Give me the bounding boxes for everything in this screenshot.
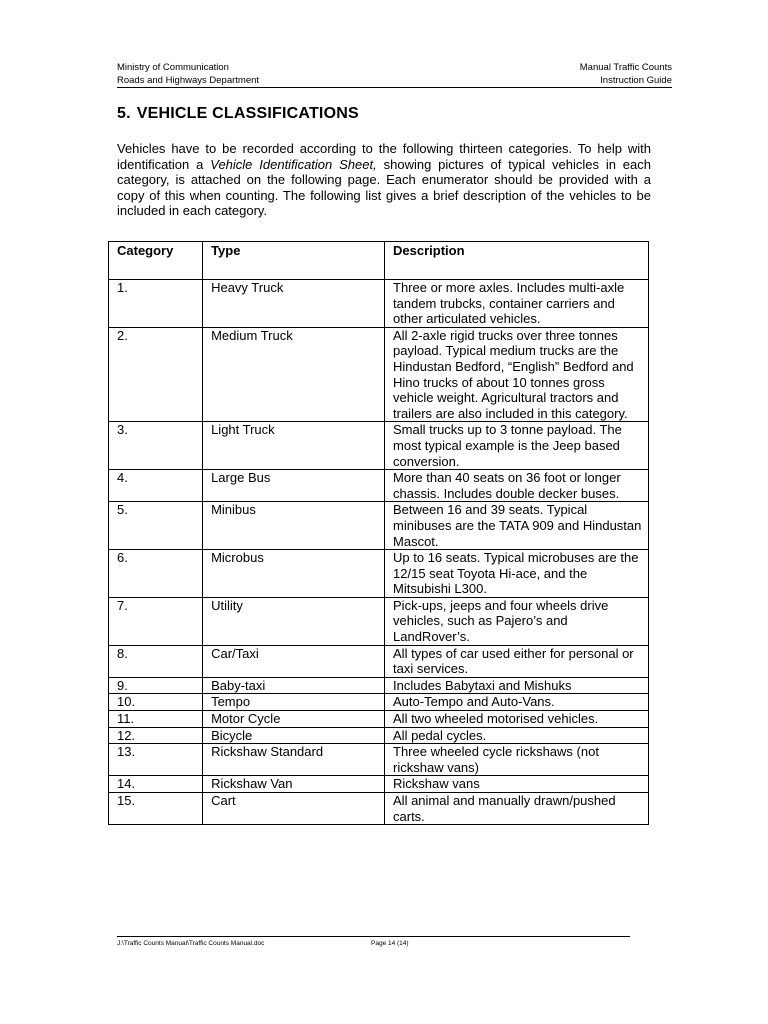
table-row [109,694,649,711]
cell-category: 4. [109,470,203,502]
cell-description: Three or more axles. Includes multi-axle tandem trubcks, container carriers and other articulated vehicles. [385,280,649,328]
cell-type: Bicycle [203,727,385,744]
cell-description: Pick-ups, jeeps and four wheels drive vehicles, such as Pajero’s and LandRover’s. [385,597,649,645]
cell-description: Includes Babytaxi and Mishuks [385,677,649,694]
cell-category: 15. [109,793,203,825]
cell-type: Utility [203,597,385,645]
cell-description: Small trucks up to 3 tonne payload. The most typical example is the Jeep based conversion. [385,422,649,470]
header-manual-title: Manual Traffic Counts [579,62,672,73]
table-row [109,280,649,328]
cell-category: 2. [109,327,203,422]
page-footer [117,936,630,947]
cell-category: 13. [109,744,203,776]
header-guide-type: Instruction Guide [600,75,672,86]
section-title [117,105,359,123]
cell-type: Light Truck [203,422,385,470]
table-row [109,597,649,645]
cell-type: Cart [203,793,385,825]
cell-description: All types of car used either for personal or taxi services. [385,645,649,677]
cell-description: All pedal cycles. [385,727,649,744]
cell-description: Up to 16 seats. Typical microbuses are the 12/15 seat Toyota Hi-ace, and the Mitsubishi L300. [385,550,649,598]
table-row [109,645,649,677]
cell-type: Microbus [203,550,385,598]
cell-category: 9. [109,677,203,694]
footer-page-number: Page 14 (14) [371,940,409,947]
cell-description: Between 16 and 39 seats. Typical minibuses are the TATA 909 and Hindustan Mascot. [385,502,649,550]
table-row [109,711,649,728]
cell-type: Car/Taxi [203,645,385,677]
cell-description: All two wheeled motorised vehicles. [385,711,649,728]
header-department: Roads and Highways Department [117,75,260,86]
header-left [117,61,259,87]
cell-type: Medium Truck [203,327,385,422]
table-row [109,793,649,825]
cell-description: Auto-Tempo and Auto-Vans. [385,694,649,711]
vehicle-classification-table [108,241,649,825]
cell-description: More than 40 seats on 36 foot or longer chassis. Includes double decker buses. [385,470,649,502]
cell-description: Rickshaw vans [385,776,649,793]
cell-type: Rickshaw Standard [203,744,385,776]
header-category: Category [109,242,203,280]
cell-category: 1. [109,280,203,328]
table-row [109,744,649,776]
cell-type: Tempo [203,694,385,711]
cell-category: 8. [109,645,203,677]
table-row [109,550,649,598]
page-header [117,59,672,88]
cell-description: Three wheeled cycle rickshaws (not rickshaw vans) [385,744,649,776]
table-header-row [109,242,649,280]
cell-category: 7. [109,597,203,645]
table-row [109,502,649,550]
cell-type: Minibus [203,502,385,550]
intro-text-1: Vehicles have to be recorded according to the following thirteen categories. To help with identification a [117,141,651,172]
table-row [109,727,649,744]
cell-category: 5. [109,502,203,550]
cell-type: Baby-taxi [203,677,385,694]
cell-description: All animal and manually drawn/pushed carts. [385,793,649,825]
cell-type: Heavy Truck [203,280,385,328]
header-type: Type [203,242,385,280]
intro-text-2: showing pictures of typical vehicles in each category, is attached on the following page. Each enumerator should be provided with a copy of this when counting. The following list gives a brief description of the vehicles to be included in each category. [117,156,651,219]
table-row [109,422,649,470]
cell-category: 11. [109,711,203,728]
table-row [109,677,649,694]
cell-description: All 2-axle rigid trucks over three tonnes payload. Typical medium trucks are the Hindustan Bedford, “English” Bedford and Hino trucks of about 10 tonnes gross vehicle weight. Agricultural tractors and trailers are also included in this category. [385,327,649,422]
cell-category: 3. [109,422,203,470]
cell-type: Large Bus [203,470,385,502]
intro-paragraph [117,141,651,219]
section-number: 5. [117,105,131,122]
cell-category: 12. [109,727,203,744]
table-row [109,776,649,793]
intro-emphasis: Vehicle Identification Sheet, [210,156,377,172]
table-row [109,327,649,422]
cell-category: 14. [109,776,203,793]
header-ministry: Ministry of Communication [117,62,229,73]
footer-file-path: J:\Traffic Counts Manual\Traffic Counts Manual.doc [117,940,265,947]
cell-category: 10. [109,694,203,711]
table-row [109,470,649,502]
section-heading: VEHICLE CLASSIFICATIONS [136,105,359,122]
header-description: Description [385,242,649,280]
cell-type: Motor Cycle [203,711,385,728]
cell-category: 6. [109,550,203,598]
header-right [580,61,672,87]
cell-type: Rickshaw Van [203,776,385,793]
